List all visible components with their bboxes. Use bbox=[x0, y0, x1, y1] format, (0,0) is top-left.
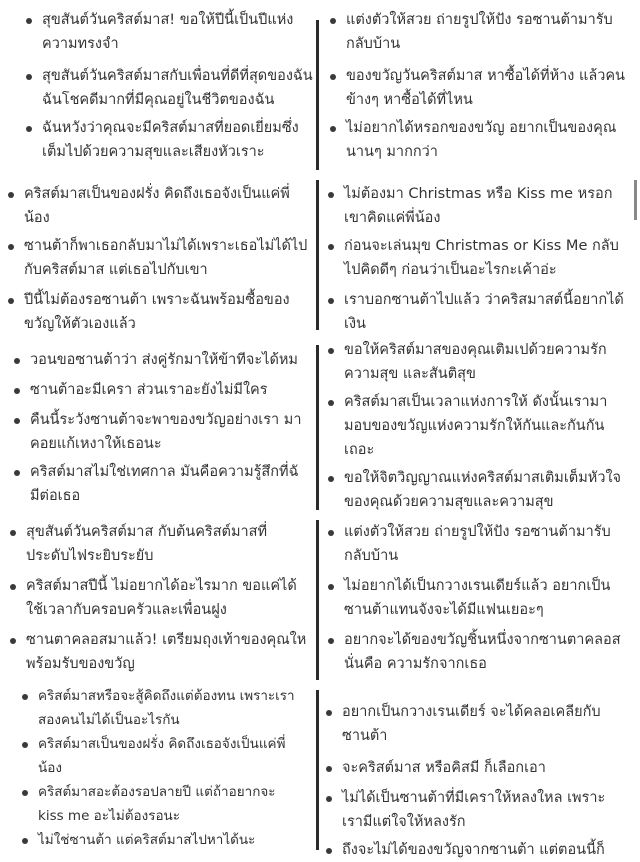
bullet bbox=[8, 192, 14, 198]
divider-line bbox=[316, 345, 319, 510]
bullet bbox=[328, 530, 334, 536]
divider-line bbox=[316, 180, 319, 330]
bullet bbox=[326, 848, 332, 854]
bullet bbox=[22, 742, 28, 748]
divider-line bbox=[316, 690, 319, 850]
bullet bbox=[10, 530, 16, 536]
divider-line bbox=[316, 520, 319, 680]
bullet bbox=[26, 18, 32, 24]
bullet bbox=[328, 192, 334, 198]
bullet bbox=[328, 584, 334, 590]
bullet bbox=[8, 244, 14, 250]
bullet bbox=[14, 388, 20, 394]
bullet bbox=[10, 638, 16, 644]
bullet bbox=[330, 18, 336, 24]
bullet bbox=[22, 838, 28, 844]
bullet bbox=[10, 584, 16, 590]
bullet bbox=[328, 244, 334, 250]
bullet bbox=[330, 74, 336, 80]
bullet bbox=[14, 418, 20, 424]
bullet bbox=[326, 796, 332, 802]
bullet bbox=[328, 476, 334, 482]
bullet bbox=[8, 298, 14, 304]
bullet bbox=[328, 348, 334, 354]
bullet bbox=[22, 790, 28, 796]
bullet bbox=[26, 74, 32, 80]
bullet bbox=[326, 766, 332, 772]
bullet bbox=[330, 126, 336, 132]
bullet bbox=[328, 638, 334, 644]
bullet bbox=[326, 710, 332, 716]
bullet bbox=[22, 694, 28, 700]
bullet bbox=[328, 400, 334, 406]
bullet bbox=[14, 470, 20, 476]
divider-line bbox=[316, 20, 319, 170]
bullet bbox=[328, 298, 334, 304]
bullet bbox=[26, 126, 32, 132]
bullet bbox=[14, 358, 20, 364]
divider-line bbox=[634, 180, 637, 220]
